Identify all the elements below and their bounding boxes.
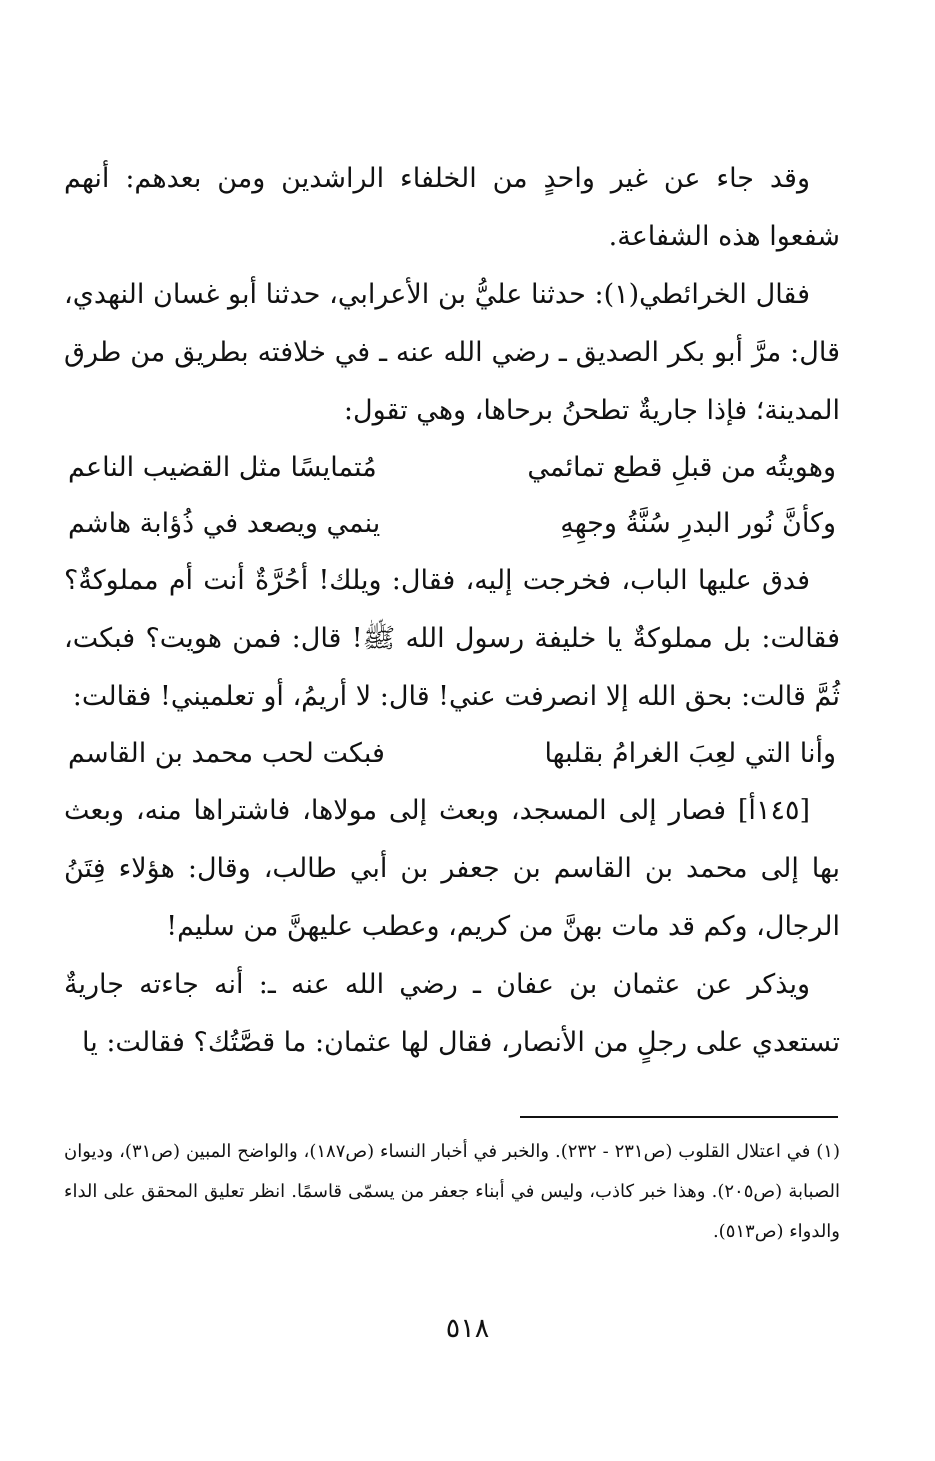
verse-hemistich-first: وأنا التي لعِبَ الغرامُ بقلبها	[544, 738, 836, 769]
paragraph-mosque: [١٤٥أ] فصار إلى المسجد، وبعث إلى مولاها، فاشتراها منه، وبعث بها إلى محمد بن القاسم بن جعفر بن أبي طالب، وقال: هؤلاء فِتَنُ الرجال، وكم قد مات بهنَّ من كريم، وعطب عليهنَّ من سليم!	[64, 795, 840, 942]
page-number: ٥١٨	[445, 1313, 490, 1344]
footnote-separator	[520, 1116, 838, 1118]
verse-line	[64, 726, 840, 782]
verse-hemistich-first: وهويتُه من قبلِ قطع تمائمي	[527, 452, 836, 483]
paragraph-uthman: ويذكر عن عثمان بن عفان ـ رضي الله عنه ـ: أنه جاءته جاريةٌ تستعدي على رجلٍ من الأنصار، فقال لها عثمان: ما قصَّتُك؟ فقالت: يا	[64, 969, 840, 1058]
main-text	[64, 150, 840, 1072]
paragraph-intro: وقد جاء عن غير واحدٍ من الخلفاء الراشدين ومن بعدهم: أنهم شفعوا هذه الشفاعة.	[64, 163, 840, 252]
verse-hemistich-first: وكأنَّ نُور البدرِ سُنَّةُ وجهِهِ	[560, 508, 836, 539]
verse-hemistich-second: فبكت لحب محمد بن القاسم	[68, 738, 385, 769]
verse-line	[64, 496, 840, 552]
paragraph-kharaiti: فقال الخرائطي(١): حدثنا عليُّ بن الأعرابي، حدثنا أبو غسان النهدي، قال: مرَّ أبو بكر الصديق ـ رضي الله عنه ـ في خلافته بطريق من طرق المدينة؛ فإذا جاريةٌ تطحنُ برحاها، وهي تقول:	[64, 279, 840, 426]
footnote-1: (١) في اعتلال القلوب (ص٢٣١ - ٢٣٢). والخبر في أخبار النساء (ص١٨٧)، والواضح المبين (ص٣١)، وديوان الصبابة (ص٢٠٥). وهذا خبر كاذب، وليس في أبناء جعفر من يسمّى قاسمًا. انظر تعليق المحقق على الداء والدواء (ص٥١٣).	[64, 1141, 840, 1242]
verse-hemistich-second: مُتمايسًا مثل القضيب الناعم	[68, 452, 377, 483]
verse-hemistich-second: ينمي ويصعد في ذُؤابة هاشم	[68, 508, 381, 539]
verse-line	[64, 440, 840, 496]
footnotes	[64, 1132, 840, 1252]
paragraph-door: فدق عليها الباب، فخرجت إليه، فقال: ويلك! أحُرَّةٌ أنت أم مملوكةٌ؟ فقالت: بل مملوكةٌ يا خليفة رسول الله ﷺ! قال: فمن هويت؟ فبكت، ثُمَّ قالت: بحق الله إلا انصرفت عني! قال: لا أريمُ، أو تعلميني! فقالت:	[64, 565, 840, 712]
